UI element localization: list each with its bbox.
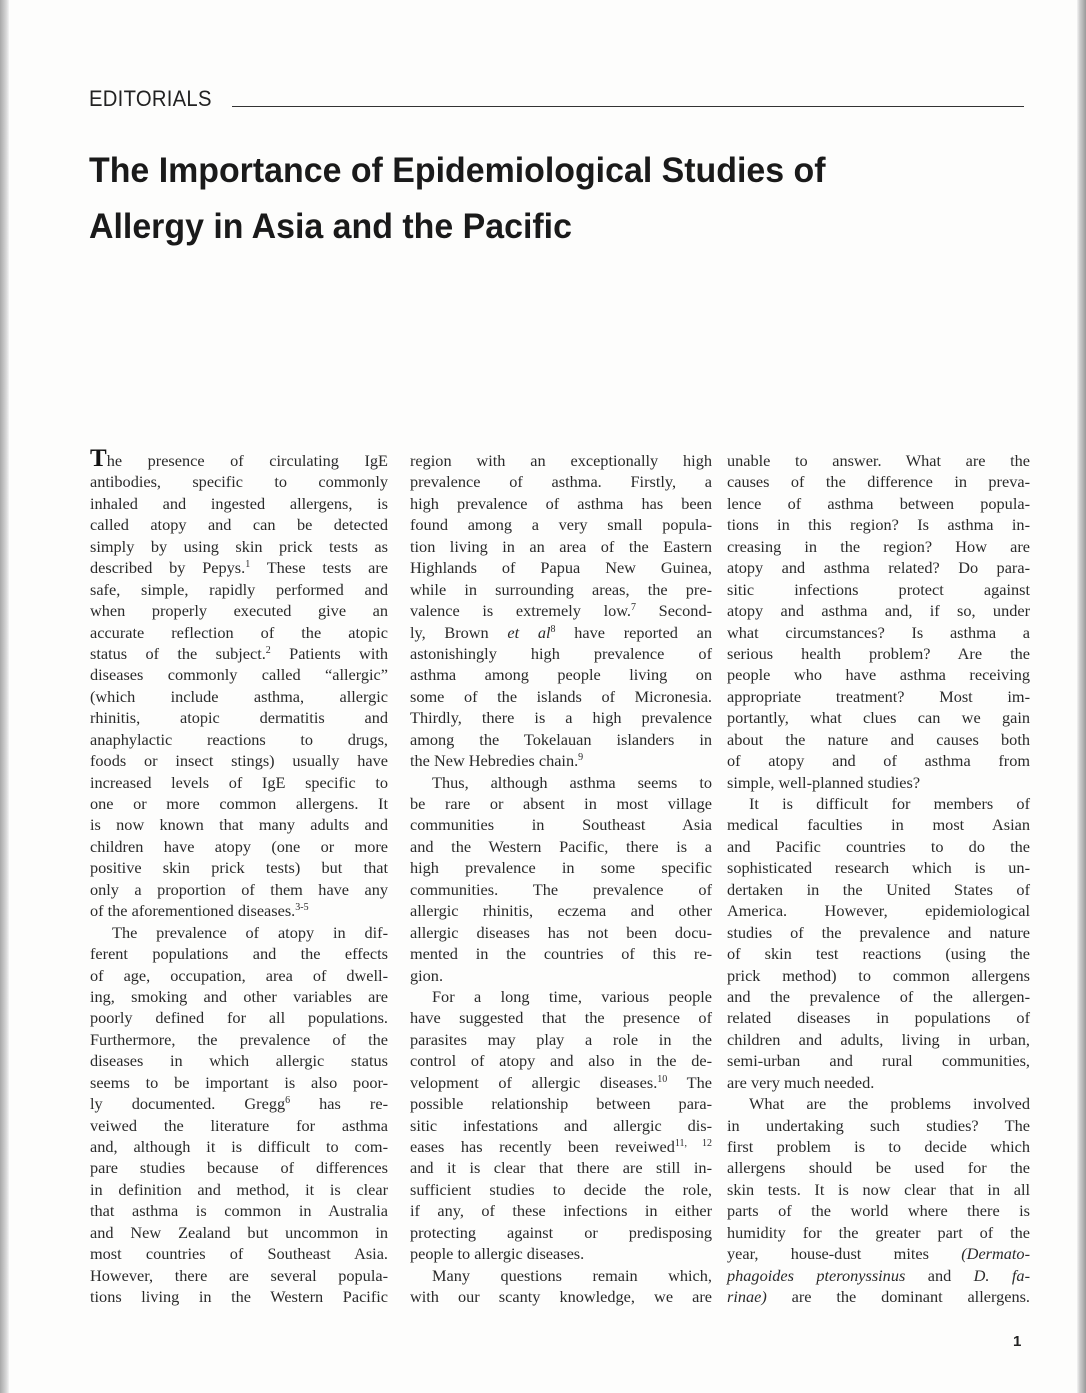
text-segment: and it is clear that there are still in- [410,1158,712,1178]
text-line [727,900,1030,921]
text-segment: These tests are [250,558,388,578]
text-segment: be rare or absent in most village [410,794,712,813]
text-segment: atopy and asthma and, if so, under [727,601,1030,621]
text-segment: high prevalence of asthma has been [410,493,712,513]
citation-superscript: 11, 12 [674,1138,712,1149]
italic-segment: D. fa- [973,1265,1030,1285]
text-line [727,1200,1030,1221]
text-segment: causes of the difference in preva- [727,472,1030,492]
text-segment: of the aforementioned diseases. [90,901,296,921]
text-line [410,600,712,621]
text-segment: asthma among people living on [410,665,712,685]
text-segment: rhinitis, atopic dermatitis and [90,708,388,728]
text-line [410,1265,712,1286]
text-line [727,965,1030,986]
text-line [727,536,1030,557]
text-line [90,793,388,814]
text-segment: antibodies, specific to commonly [90,472,388,492]
text-segment: diseases in which allergic status [90,1051,388,1071]
text-segment: simple, well-planned studies? [727,772,921,792]
text-column-1 [90,445,389,1308]
text-segment: The [667,1072,712,1092]
text-line [90,986,388,1007]
text-segment: of atopy and of asthma from [727,751,1030,771]
text-segment: skin tests. It is now clear that in all [727,1179,1030,1199]
text-line [410,557,712,578]
text-line [410,686,712,707]
text-line [90,600,388,621]
text-segment: foods or insect stings) usually have [90,751,388,771]
text-line [727,622,1030,643]
text-segment: It is difficult for members of [749,794,1030,813]
text-line [90,814,388,835]
text-segment: (which include asthma, allergic [90,686,388,706]
text-line [90,471,388,492]
text-line [90,1157,388,1178]
text-line [727,836,1030,857]
citation-superscript: 1 [245,559,251,571]
scan-edge-left [0,0,9,1393]
text-line [410,1179,712,1200]
text-segment: are very much needed. [727,1072,875,1092]
text-segment: valence is extremely low. [410,601,632,621]
text-segment: simply by using skin prick tests as [90,536,388,556]
text-segment: tions living in the Western Pacific [90,1287,388,1307]
text-segment: sophisticated research which is un- [727,858,1030,878]
text-segment: of skin test reactions (using the [727,944,1030,964]
text-line [410,1243,712,1264]
text-segment: The prevalence of atopy in dif- [112,922,388,942]
text-segment: are the dominant allergens. [766,1287,1030,1307]
text-segment: America. However, epidemiological [727,901,1030,921]
text-line [727,1029,1030,1050]
citation-superscript: 3-5 [295,902,309,914]
scan-edge-right [1077,0,1086,1393]
text-line [90,943,388,964]
text-segment: eases has recently been reveiwed [410,1137,675,1156]
text-segment: veiwed the literature for asthma [90,1115,388,1135]
text-segment: safe, simple, rapidly performed and [90,579,388,599]
text-line [410,986,712,1007]
text-segment: diseases commonly called “allergic” [90,665,388,685]
text-segment: Thirdly, there is a high prevalence [410,708,712,728]
text-line [90,643,388,664]
text-segment: medical faculties in most Asian [727,815,1030,835]
text-line [727,1265,1030,1286]
text-segment: in undertaking such studies? The [727,1115,1030,1135]
text-segment: poorly defined for all populations. [90,1008,388,1028]
text-segment: serious health problem? Are the [727,643,1030,663]
text-line [410,1029,712,1050]
text-line [727,579,1030,600]
italic-segment: (Dermato- [961,1244,1030,1264]
text-segment: with our scanty knowledge, we are [410,1287,712,1307]
text-line [410,707,712,728]
drop-cap: T [90,445,107,472]
text-line [727,1050,1030,1071]
text-segment: semi-urban and rural communities, [727,1051,1030,1071]
text-line [727,664,1030,685]
text-segment: and New Zealand but uncommon in [90,1222,388,1242]
text-segment: while in surrounding areas, the pre- [410,579,712,599]
text-segment: only a proportion of them have any [90,879,388,899]
text-segment: when properly executed give an [90,601,388,621]
text-segment: allergic diseases has not been docu- [410,922,712,942]
text-line [90,514,388,535]
citation-superscript: 2 [265,644,271,656]
text-line [727,986,1030,1007]
text-segment: mented in the countries of this re- [410,944,712,964]
text-line [727,600,1030,621]
text-segment: creasing in the region? How are [727,536,1030,556]
text-line [727,514,1030,535]
text-segment: people who have asthma receiving [727,665,1030,685]
italic-segment: phagoides pteronyssinus [727,1265,906,1285]
text-segment: and Pacific countries to do the [727,836,1030,856]
page-number: 1 [1013,1333,1022,1350]
text-segment: Patients with [270,643,389,663]
text-line [90,857,388,878]
text-segment: children have atopy (one or more [90,836,388,856]
text-line [727,1115,1030,1136]
text-segment: seems to be important is also poor- [90,1072,388,1092]
text-segment: sitic infections protect against [727,579,1030,599]
text-line [410,1007,712,1028]
text-segment: positive skin prick tests) but that [90,858,388,878]
text-line [727,1007,1030,1028]
text-line [727,1222,1030,1243]
text-line [727,1157,1030,1178]
text-segment: protecting against or predisposing [410,1222,712,1242]
citation-superscript: 10 [657,1073,668,1085]
text-line [727,943,1030,964]
text-segment: Highlands of Papua New Guinea, [410,558,712,578]
text-line [727,471,1030,492]
text-segment: and the Western Pacific, there is a [410,836,712,856]
text-line [410,579,712,600]
text-line [410,1222,712,1243]
citation-superscript: 7 [631,602,637,614]
text-line [410,772,712,793]
text-segment: tions in this region? Is asthma in- [727,515,1030,535]
text-line [410,729,712,750]
text-line [410,1286,712,1307]
text-segment: what circumstances? Is asthma a [727,622,1030,642]
text-segment: is now known that many adults and [90,815,388,835]
text-line [727,729,1030,750]
text-line [90,1243,388,1264]
text-line [410,1115,712,1136]
italic-segment: rinae) [727,1287,767,1307]
text-column-3 [727,450,1030,1308]
text-line [727,750,1030,771]
text-segment: anaphylactic reactions to drugs, [90,729,388,749]
text-line [90,922,388,943]
text-segment: among the Tokelauan islanders in [410,729,712,749]
text-line [90,1115,388,1136]
text-segment: Many questions remain which, [432,1265,712,1285]
text-line [90,1136,388,1157]
text-segment: found among a very small popula- [410,515,712,535]
text-line [410,536,712,557]
text-line [90,622,388,643]
text-segment: communities in Southeast Asia [410,815,712,835]
text-line [90,1200,388,1221]
text-line [90,664,388,685]
text-segment: However, there are several popula- [90,1265,388,1285]
text-line [410,450,712,471]
text-segment: Thus, although asthma seems to [432,772,712,792]
text-segment: portantly, what clues can we gain [727,708,1030,728]
text-segment: unable to answer. What are the [727,451,1030,470]
text-segment: communities. The prevalence of [410,879,712,899]
text-line [410,514,712,535]
text-line [410,1136,712,1157]
text-segment: ly documented. Gregg [90,1094,286,1114]
text-line [90,1222,388,1243]
text-segment: allergic rhinitis, eczema and other [410,901,712,921]
text-line [90,879,388,900]
section-label: EDITORIALS [89,86,212,111]
text-segment: called atopy and can be detected [90,515,388,535]
text-segment: dertaken in the United States of [727,879,1030,899]
text-segment: he presence of circulating IgE [106,451,388,470]
text-line [90,900,388,921]
text-line [90,707,388,728]
article-title-line-2: Allergy in Asia and the Pacific [89,206,572,246]
citation-superscript: 6 [285,1095,291,1107]
text-segment: in definition and method, it is clear [90,1179,388,1199]
text-segment: that asthma is common in Australia [90,1201,388,1221]
text-line [410,643,712,664]
text-segment: most countries of Southeast Asia. [90,1244,388,1264]
text-segment: ly, Brown [410,622,508,642]
text-line [727,1136,1030,1157]
text-line [90,1286,388,1307]
text-segment: and, although it is difficult to com- [90,1137,388,1156]
text-line [410,900,712,921]
text-segment: region with an exceptionally high [410,451,712,470]
text-line [410,943,712,964]
text-line [90,729,388,750]
text-segment: lence of asthma between popula- [727,493,1030,513]
text-segment: gion. [410,965,444,985]
text-line [90,1050,388,1071]
text-line [410,793,712,814]
text-line [410,857,712,878]
text-segment: one or more common allergens. It [90,794,388,813]
text-segment: accurate reflection of the atopic [90,622,388,642]
text-line [727,922,1030,943]
text-segment: humidity for the greater part of the [727,1222,1030,1242]
text-segment: sufficient studies to decide the role, [410,1179,712,1199]
text-segment: What are the problems involved [749,1094,1030,1114]
text-line [410,922,712,943]
text-segment: related diseases in populations of [727,1008,1030,1028]
text-segment: sitic infestations and allergic dis- [410,1115,712,1135]
text-segment: have reported an [555,622,713,642]
text-line [410,965,712,986]
text-line [727,643,1030,664]
text-segment: velopment of allergic diseases. [410,1072,658,1092]
text-segment: appropriate treatment? Most im- [727,686,1030,706]
text-segment: allergens should be used for the [727,1158,1030,1178]
text-line [90,557,388,578]
text-line [727,686,1030,707]
text-line [90,965,388,986]
text-segment: inhaled and ingested allergens, is [90,493,388,513]
text-segment: children and adults, living in urban, [727,1029,1030,1049]
text-line [410,1050,712,1071]
text-line [727,879,1030,900]
text-segment: status of the subject. [90,643,266,663]
text-segment: parasites may play a role in the [410,1029,712,1049]
text-line [727,707,1030,728]
text-segment: about the nature and causes both [727,729,1030,749]
text-line [727,1286,1030,1307]
text-segment: For a long time, various people [432,986,712,1006]
text-segment: year, house-dust mites [727,1244,962,1264]
text-line [90,1007,388,1028]
text-segment: ing, smoking and other variables are [90,986,388,1006]
text-line [90,1072,388,1093]
text-line [727,814,1030,835]
text-line [410,1093,712,1114]
text-segment: of age, occupation, area of dwell- [90,965,388,985]
text-segment: have suggested that the presence of [410,1008,712,1028]
text-segment: control of atopy and also in the de- [410,1051,712,1071]
text-segment: first problem is to decide which [727,1137,1030,1156]
text-segment: studies of the prevalence and nature [727,922,1030,942]
text-line [727,1179,1030,1200]
text-segment: parts of the world where there is [727,1201,1030,1221]
text-line [410,471,712,492]
text-column-2 [410,450,712,1308]
text-segment: people to allergic diseases. [410,1244,585,1264]
text-segment: pare studies because of differences [90,1158,388,1178]
text-line [90,1029,388,1050]
text-line [410,664,712,685]
text-line [727,1243,1030,1264]
text-line [410,814,712,835]
text-segment: astonishingly high prevalence of [410,643,712,663]
text-line [90,1093,388,1114]
article-title-line-1: The Importance of Epidemiological Studies of [89,150,826,190]
text-line [727,1072,1030,1093]
italic-segment: et al [507,622,551,642]
text-line [90,836,388,857]
text-line [410,750,712,771]
text-line [727,857,1030,878]
text-line [90,1265,388,1286]
text-line [90,493,388,514]
text-line [727,450,1030,471]
text-line [410,879,712,900]
text-line [90,445,388,472]
text-line [410,493,712,514]
text-segment: ferent populations and the effects [90,944,388,964]
text-line [90,1179,388,1200]
text-segment: prevalence of asthma. Firstly, a [410,472,712,492]
text-line [90,750,388,771]
text-segment: and [905,1265,974,1285]
text-segment: some of the islands of Micronesia. [410,686,712,706]
text-line [727,793,1030,814]
text-segment: if any, of these infections in either [410,1201,712,1221]
text-line [727,772,1030,793]
text-line [90,772,388,793]
text-line [727,1093,1030,1114]
text-segment: Second- [636,601,713,621]
text-segment: and the prevalence of the allergen- [727,986,1030,1006]
text-segment: possible relationship between para- [410,1094,712,1114]
text-line [410,1072,712,1093]
text-line [90,536,388,557]
text-segment: described by Pepys. [90,558,246,578]
text-segment: prick method) to common allergens [727,965,1030,985]
text-segment: tion living in an area of the Eastern [410,536,712,556]
text-segment: Furthermore, the prevalence of the [90,1029,388,1049]
text-segment: increased levels of IgE specific to [90,772,388,792]
text-line [90,579,388,600]
section-rule-divider [232,106,1024,107]
text-line [410,1157,712,1178]
text-line [410,622,712,643]
text-line [727,557,1030,578]
text-line [90,686,388,707]
text-segment: high prevalence in some specific [410,858,712,878]
text-line [727,493,1030,514]
text-segment: atopy and asthma related? Do para- [727,558,1030,578]
text-segment: the New Hebredies chain. [410,751,579,771]
text-line [410,836,712,857]
citation-superscript: 8 [550,623,556,635]
article-title [89,142,987,254]
text-segment: has re- [290,1094,388,1114]
text-line [410,1200,712,1221]
citation-superscript: 9 [578,752,584,764]
